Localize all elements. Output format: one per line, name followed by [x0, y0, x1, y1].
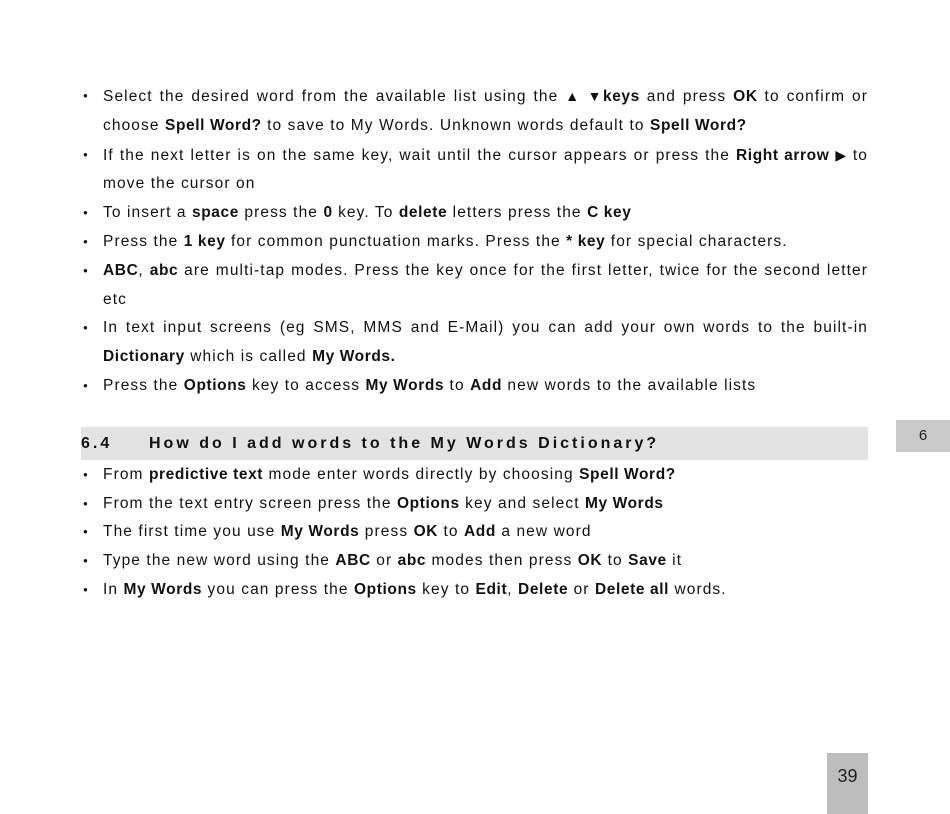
list-item — [81, 314, 868, 372]
bold-term: ABC — [103, 261, 139, 279]
text-run: mode enter words directly by choosing — [263, 466, 580, 483]
bold-term: abc — [149, 261, 179, 279]
text-run: press the — [238, 204, 324, 222]
list-item — [81, 199, 868, 228]
list-item — [81, 141, 868, 200]
text-run: or — [568, 580, 595, 598]
bold-term: keys — [602, 88, 640, 105]
text-run: key to — [416, 580, 476, 598]
text-run: to move the cursor on — [103, 146, 868, 193]
text-run: Press the — [103, 232, 184, 250]
text-run: a new word — [495, 523, 592, 541]
bullet: • — [83, 146, 89, 162]
right-arrow-icon: ▶ — [835, 146, 847, 163]
bold-term: 0 — [323, 204, 333, 222]
bold-term: predictive text — [148, 466, 264, 483]
text-run: Press the — [103, 376, 184, 394]
bold-term: ABC — [335, 552, 371, 570]
list-item — [81, 518, 868, 547]
text-run: key to access — [246, 376, 366, 394]
list-item — [81, 257, 868, 315]
bullet: • — [83, 581, 89, 597]
bold-term: Right arrow — [736, 146, 830, 164]
bullet: • — [83, 205, 89, 221]
list-item — [81, 461, 868, 490]
bullet: • — [83, 233, 89, 249]
text-run: to — [438, 523, 464, 541]
bold-term: Edit — [475, 580, 508, 598]
text-run: In text input screens (eg SMS, MMS and E-Mail) you can add your own words to the built-in — [103, 319, 868, 337]
bullet: • — [83, 553, 89, 569]
bullet: • — [83, 88, 89, 103]
text-run: press — [359, 523, 414, 541]
text-run: From — [103, 466, 149, 483]
bold-term: My Words — [123, 580, 203, 598]
bold-term: My Words — [365, 376, 445, 394]
bold-term: * key — [566, 232, 606, 250]
text-run: new words to the available lists — [502, 376, 757, 394]
text-run: to confirm or choose — [103, 88, 868, 134]
text-run: , — [138, 261, 150, 279]
bold-term: Save — [628, 552, 667, 570]
up-arrow-icon: ▲ — [565, 88, 581, 104]
text-run: to — [444, 376, 471, 394]
text-run: modes then press — [426, 552, 578, 570]
list-item — [81, 82, 868, 141]
bold-term: OK — [733, 88, 758, 105]
text-run: , — [507, 580, 519, 598]
bold-term: Options — [396, 494, 460, 512]
bold-term: OK — [577, 552, 603, 570]
text-run: to save to My Words. Unknown words default to — [261, 116, 650, 134]
bold-term: Add — [463, 523, 496, 541]
text-run: letters press the — [447, 204, 588, 222]
section-heading — [81, 427, 868, 460]
bold-term: Delete all — [594, 580, 670, 598]
chapter-tab: 6 — [896, 420, 950, 452]
text-run: it — [666, 552, 683, 570]
list-item — [81, 372, 868, 401]
bold-term: abc — [397, 552, 427, 570]
bold-term: Spell Word? — [650, 116, 747, 134]
text-run: key. To — [332, 204, 399, 222]
down-arrow-icon: ▼ — [587, 88, 603, 104]
text-run: The first time you use — [103, 523, 281, 541]
list-item — [81, 228, 868, 257]
bold-term: delete — [398, 204, 448, 222]
bold-term: Spell Word? — [165, 116, 262, 134]
text-run: From the text entry screen press the — [103, 494, 397, 512]
text-run: which is called — [184, 348, 313, 366]
bullet: • — [83, 320, 89, 336]
bold-term: Spell Word? — [579, 466, 676, 483]
section-title: How do I add words to the My Words Dictionary? — [149, 435, 660, 452]
bold-term: OK — [413, 523, 439, 541]
page-number: 39 — [827, 753, 868, 814]
list-item — [81, 490, 868, 519]
bold-term: My Words — [585, 494, 664, 512]
bullet-list-input-tips — [81, 82, 868, 401]
text-run: Select the desired word from the available list using the — [103, 88, 566, 105]
bullet: • — [83, 524, 89, 540]
list-item — [81, 547, 868, 576]
text-run: you can press the — [202, 580, 354, 598]
bold-term: 1 key — [183, 232, 226, 250]
section-number: 6.4 — [81, 435, 113, 452]
text-run: If the next letter is on the same key, wait until the cursor appears or press the — [103, 146, 737, 164]
text-run: for special characters. — [605, 232, 788, 250]
bullet: • — [83, 262, 89, 278]
bold-term: space — [192, 204, 239, 222]
text-run: words. — [669, 580, 727, 598]
text-run: to — [602, 552, 629, 570]
text-run: To insert a — [103, 204, 193, 222]
list-item — [81, 576, 868, 605]
bullet: • — [83, 377, 89, 393]
text-run: Type the new word using the — [103, 552, 336, 570]
text-run: key and select — [459, 494, 586, 512]
bold-term: C key — [587, 204, 632, 222]
bold-term: Options — [183, 376, 247, 394]
text-run: and press — [639, 88, 734, 105]
bold-term: Options — [354, 580, 417, 598]
text-run: In — [103, 580, 124, 598]
text-run: are multi-tap modes. Press the key once for the first letter, twice for the second letter etc — [103, 261, 868, 308]
bullet-list-my-words — [81, 461, 868, 605]
bullet: • — [83, 495, 89, 511]
bold-term: My Words — [280, 523, 360, 541]
bold-term: Dictionary — [103, 348, 185, 366]
text-run: or — [370, 552, 398, 570]
text-run: for common punctuation marks. Press the — [225, 232, 567, 250]
bold-term: Add — [470, 376, 503, 394]
bold-term: My Words. — [312, 348, 396, 366]
bullet: • — [83, 467, 89, 482]
bold-term: Delete — [518, 580, 569, 598]
